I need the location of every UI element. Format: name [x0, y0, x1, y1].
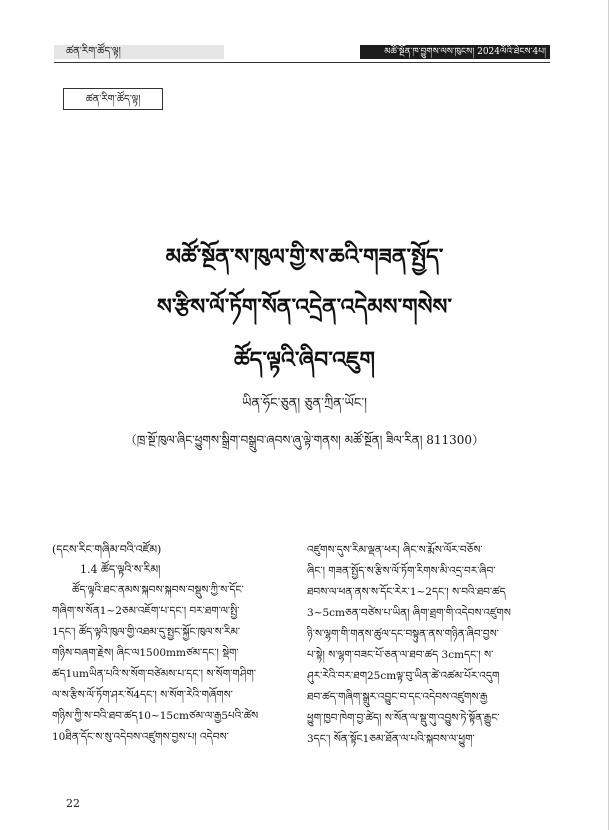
- body-line: 10ཐིན་དོང་ས་སུ་འདེབས་འཛུགས་བྱས་པ། འདེབས་: [52, 731, 229, 743]
- subsection-heading: 1.4 ཚོད་ལྟའི་ས་རིམ།: [80, 563, 161, 576]
- body-line: གཞིག་ས་སོན1~2ཅམ་འཇོག་པ་དང་། བར་ཐག་ལ་སྤྱི་: [52, 605, 240, 617]
- page-number: 22: [66, 797, 80, 810]
- body-line: གཉིས་ཀྱི་ས་བའི་ཐབ་ཚད10~15cmཙམ་ལ་རྒྱ5པའི་ཚེས: [52, 710, 259, 722]
- section-box: ཚན་རིག་ཚོད་ལྟ།: [63, 88, 163, 110]
- author-line: ཡིན་ཧོང་ཅུན། ཅུན་ཀྲིན་ཡོང་།: [241, 396, 368, 411]
- header-journal-label: མཚོ་སྔོན་ཁ་བྱུགས་ལས་ཁུངས། 2024ལོའི་ཐེངས་4པ།: [360, 45, 550, 59]
- body-line: ཞིང་། གཟན་སྤྱོད་ས་རྩིས་ལོ་ཏོག་རིགས་མི་འདྲ་བར་ཞིབ་: [307, 565, 496, 577]
- body-line: ཤུར་རེའི་བར་ཐག25cmལྟ་བུ་ཡིན་ཚེ་འཚམ་པོར་འདུག: [307, 670, 500, 682]
- left-column: [52, 540, 292, 748]
- article-title-line-2: ས་རྩིས་ལོ་ཏོག་སོན་འདྲེན་འདེམས་གསེས་: [157, 295, 452, 320]
- body-line: པ་སྟེ། ས་ལྷག་བཟང་པོ་ཅན་ལ་ཐབ་ཚད 3cmདང་། ས་: [307, 649, 494, 661]
- section-heading: (དངས་རིང་གཞིམ་བའི་འཛོམ): [52, 543, 162, 556]
- article-title-line-1: མཚོ་སྔོན་ས་ཁུལ་གྱི་ས་ཆའི་གཟན་སྤྱོད་: [165, 245, 444, 270]
- body-line: ཕྱུག་ཁྱབ་ཁེག་བྱ་ཚེད། ས་སོན་ལ་སྡུ་གུ་འབྱུས་ཏེ་སྟོན་རྒྱུང་: [307, 712, 500, 724]
- body-line: གཉིས་བཞག་རྗེས། ཞིང་ལ1500mmཙམ་དང་། སྡེག་: [52, 647, 239, 659]
- body-line: ཐབ་ཚད་གཞིག་སྒྲུར་འབྱུང་བ་དང་འདེབས་འཛུགས་རྒྱ: [307, 691, 488, 703]
- body-line: ཚོད་ལྟའི་ཐང་ནམས་སྐབས་སྐབས་བསྡུས་ཀྱི་ས་དོང་: [72, 584, 244, 596]
- body-line: འཛུགས་དུས་རིམ་ལྡན་ཕར། ཞིང་ས་རྨོས་ལོར་བཅོས་: [307, 544, 483, 556]
- article-title-line-3: ཚོད་ལྟའི་ཞིབ་འཇུག: [233, 348, 376, 373]
- body-line: ཉི་ས་ལྷག་གི་གནས་ཚུལ་དང་བསྟུན་ནས་གཉིན་ཞིབ་བྱས་: [307, 628, 499, 640]
- right-column: [307, 540, 547, 750]
- body-line: ཚད1umཡིན་པའི་ས་སོག་བཙེམས་པ་དང་། ས་སོག་གཤིག་: [52, 668, 256, 680]
- affiliation-line: （ཁྲ་སྔོ་ཁུལ་ཞིང་ཕྱུགས་སྒྲིག་བསྒྲུབ་ཞབས་ཞུ་ལྟེ་གནས། མཚོ་སྔོན། ཟིལ་རིན། 811300）: [124, 433, 485, 447]
- body-line: 3~5cmཅན་བཙེས་པ་ཡིན། ཞིག་ཐྲག་གི་འདེབས་འཛུགས: [307, 607, 511, 619]
- header-rule: [54, 62, 550, 63]
- body-line: 1དང་། ཚོད་ལྟའི་ཁུལ་གྱི་འཐམ་དུ་སྤྱང་སྐྱོང་ཁུལ་ས་རིམ་: [52, 626, 241, 638]
- body-line: ཐབས་ལ་ཕན་ནས་ས་དོང་རེར་1~2དང་། ས་བའི་ཐབ་ཚད: [307, 586, 506, 598]
- header-section-label: ཚན་རིག་ཚོད་ལྟ།: [54, 45, 224, 59]
- body-line: 3དང་། སོན་སྟོང1ཅམ་ཐོན་ལ་པའི་སྐབས་ལ་ཕྱུག་: [307, 733, 475, 745]
- body-line: ལ་ས་རྩིས་ལོ་ཏོག་ཤར་སོ4དང་། ས་སོག་རེའི་གཞོགས་: [52, 689, 233, 701]
